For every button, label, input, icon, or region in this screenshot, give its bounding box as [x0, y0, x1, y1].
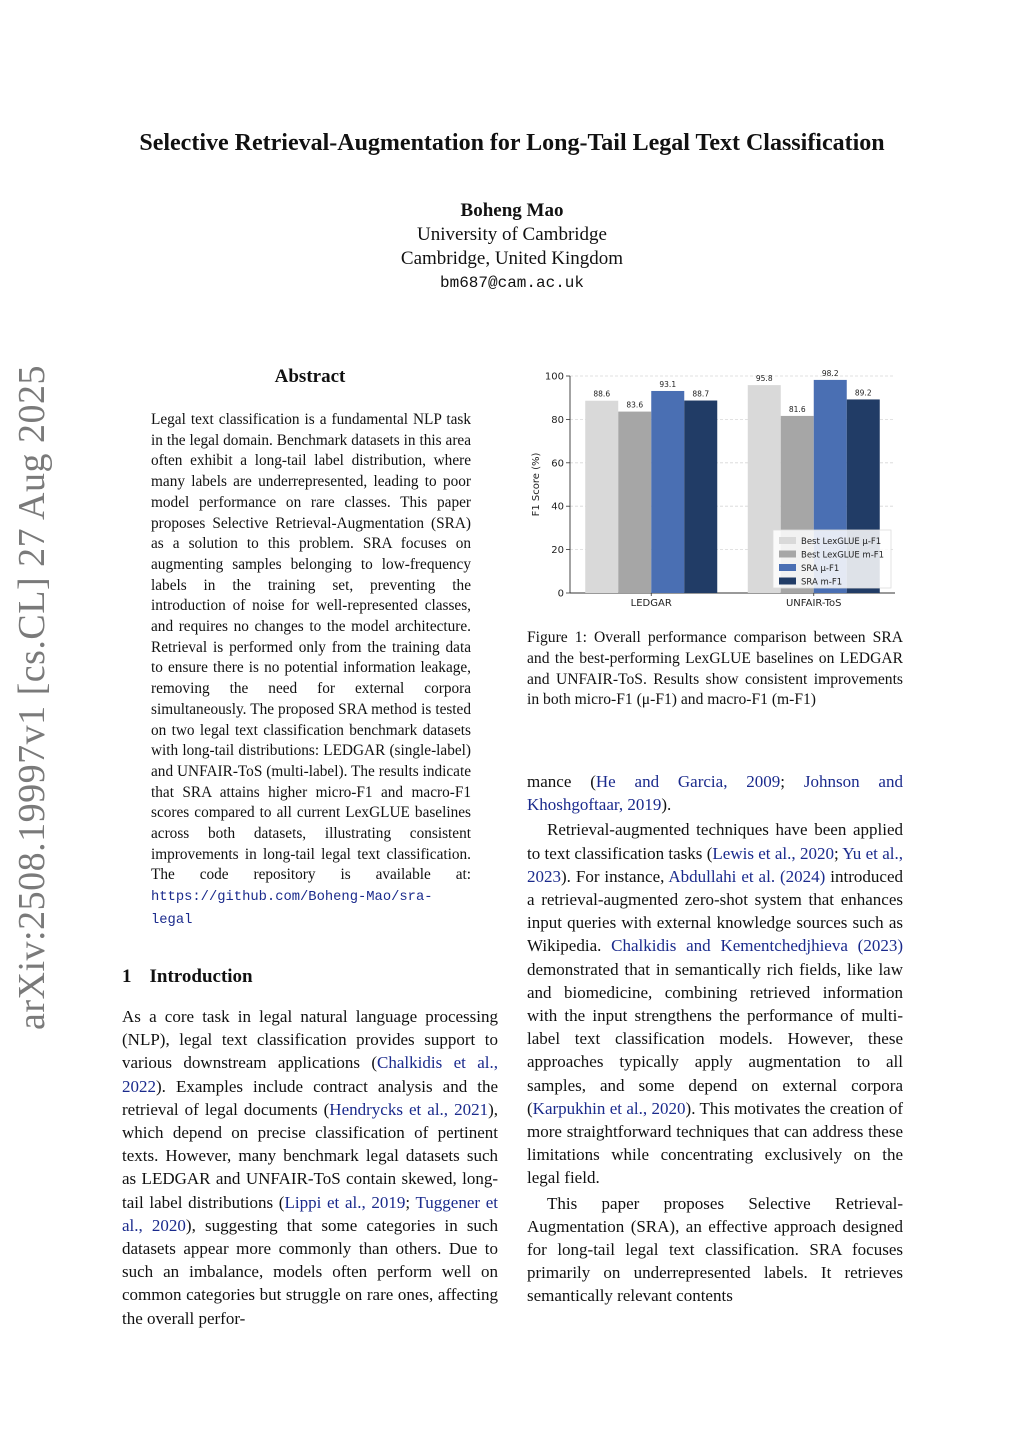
intro-paragraph-1	[122, 1005, 498, 1330]
bar-chart-svg	[525, 364, 903, 616]
paragraph-text: As a core task in legal natural language processing (NLP), legal text classification provides support to various downstream applications (	[122, 1007, 498, 1073]
paragraph-text: demonstrated that in semantically rich fields, like law and biomedicine, combining retrieved information with the input strengthens the performance of multi-label text classification models. However, these approaches typically apply augmentation to all samples, and some depend on external corpora (	[527, 959, 903, 1118]
y-tick-label: 20	[551, 545, 564, 557]
left-column	[122, 1005, 498, 1330]
abstract-text: Legal text classification is a fundamental NLP task in the legal domain. Benchmark datasets in this area often exhibit a long-tail label distribution, where many labels are underrepresented, leading to poor model performance on rare classes. This paper proposes Selective Retrieval-Augmentation (SRA) as a solution to this problem. SRA focuses on augmenting samples belonging to low-frequency labels in the training set, preventing the introduction of noise for well-represented classes, and requires no changes to the model architecture. Retrieval is performed only from the training data to ensure there is no potential information leakage, removing the need for external corpora simultaneously. The proposed SRA method is tested on two legal text classification benchmark datasets with long-tail distributions: LEDGAR (single-label) and UNFAIR-ToS (multi-label). The results indicate that SRA attains higher micro-F1 and macro-F1 scores compared to all current LexGLUE baselines across both datasets, illustrating consistent improvements in long-tail legal text classification. The code repository is available at:	[151, 411, 471, 884]
bar	[684, 401, 717, 593]
legend-label: SRA m-F1	[801, 577, 843, 588]
intro-paragraph-2	[527, 818, 903, 1189]
y-tick-label: 40	[551, 501, 564, 513]
bar-value-label: 98.2	[821, 368, 839, 378]
paragraph-text: ).	[661, 795, 672, 815]
y-tick-label: 100	[544, 371, 564, 383]
paragraph-text: ;	[833, 843, 843, 863]
citation-link[interactable]: Tuggener et al., 2020	[122, 1192, 499, 1235]
author-location: Cambridge, United Kingdom	[400, 248, 624, 269]
section-title: Introduction	[149, 966, 253, 987]
y-tick-label: 60	[551, 458, 564, 470]
paragraph-text: introduced a retrieval-augmented zero-shot system that enhances input queries with external knowledge sources such as Wikipedia.	[527, 866, 903, 956]
bar-value-label: 83.6	[626, 400, 644, 410]
figure-1-chart	[525, 364, 903, 621]
legend-label: Best LexGLUE m-F1	[801, 550, 885, 561]
citation-link[interactable]: Hendrycks et al., 2021	[329, 1099, 489, 1119]
paragraph-text: ;	[780, 772, 804, 791]
paragraph-text: This paper proposes Selective Retrieval-Augmentation (SRA), an effective approach designed for long-tail legal text classification. SRA focuses primarily on underrepresented labels. It retrieves semantically relevant contents	[527, 1193, 903, 1306]
bar-value-label: 81.6	[788, 404, 806, 414]
y-tick-label: 0	[557, 588, 564, 600]
author-block	[0, 199, 1024, 295]
legend-label: Best LexGLUE μ-F1	[801, 537, 882, 547]
author-affiliation: University of Cambridge	[417, 224, 607, 245]
intro-paragraph-1-cont	[527, 770, 903, 816]
section-heading-introduction	[122, 966, 253, 988]
right-column	[527, 770, 903, 1308]
legend-swatch	[779, 537, 796, 544]
x-tick-label: LEDGAR	[630, 598, 672, 609]
citation-link[interactable]: Lewis et al., 2020	[712, 843, 834, 863]
author-email[interactable]: bm687@cam.ac.uk	[439, 274, 585, 292]
y-tick-label: 80	[551, 414, 564, 426]
legend-swatch	[779, 564, 796, 571]
bar	[618, 412, 651, 593]
citation-link[interactable]: Abdullahi et al. (2024)	[668, 866, 826, 886]
bar	[651, 391, 684, 593]
intro-paragraph-3	[527, 1192, 903, 1308]
legend-label: SRA μ-F1	[801, 564, 840, 574]
paragraph-text: mance (	[527, 772, 596, 791]
bar-value-label: 89.2	[854, 388, 872, 398]
citation-link[interactable]: Chalkidis et al., 2022	[122, 1053, 498, 1096]
figure-caption: Figure 1: Overall performance comparison between SRA and the best-performing LexGLUE baselines on LEDGAR and UNFAIR-ToS. Results show consistent improvements in both micro-F1 (μ-F1) and macro-F1 (m-F1)	[527, 629, 903, 709]
y-axis-label: F1 Score (%)	[531, 452, 542, 517]
paragraph-text: ). This motivates the creation of more straightforward techniques that can address these limitations while concentrating exclusively on the legal field.	[527, 1098, 903, 1188]
arxiv-stamp-text: arXiv:2508.19997v1 [cs.CL] 27 Aug 2025	[11, 365, 53, 1030]
abstract-body	[151, 410, 471, 932]
abstract-heading: Abstract	[274, 366, 346, 387]
bar-value-label: 88.7	[692, 389, 710, 399]
citation-link[interactable]: Lippi et al., 2019	[284, 1192, 406, 1212]
bar-value-label: 95.8	[755, 374, 773, 384]
citation-link[interactable]: He and Garcia, 2009	[595, 772, 781, 791]
x-tick-label: UNFAIR-ToS	[785, 598, 842, 609]
paragraph-text: ). Examples include contract analysis and the retrieval of legal documents (	[122, 1076, 498, 1119]
paragraph-text: ), which depend on precise classification of pertinent texts. However, many benchmark legal datasets such as LEDGAR and UNFAIR-ToS contain skewed, long-tail label distributions (	[122, 1099, 499, 1212]
paragraph-text: ), suggesting that some categories in such datasets appear more commonly than others. Due to such an imbalance, models often perform well on common categories but struggle on rare ones, affecting the overall perfor-	[122, 1215, 498, 1328]
bar-value-label: 93.1	[659, 379, 677, 389]
legend-swatch	[779, 551, 796, 558]
paper-title: Selective Retrieval-Augmentation for Long-Tail Legal Text Classification	[139, 130, 885, 156]
bar-value-label: 88.6	[593, 389, 611, 399]
paragraph-text: Retrieval-augmented techniques have been applied to text classification tasks (	[527, 820, 903, 863]
code-repo-link[interactable]: https://github.com/Boheng-Mao/sra-legal	[151, 890, 433, 928]
paragraph-text: ). For instance,	[561, 866, 669, 886]
legend-swatch	[779, 578, 796, 585]
citation-link[interactable]: Johnson and Khoshgoftaar, 2019	[527, 772, 903, 815]
citation-link[interactable]: Karpukhin et al., 2020	[532, 1098, 686, 1118]
paragraph-text: ;	[405, 1192, 416, 1212]
citation-link[interactable]: Yu et al., 2023	[527, 843, 903, 886]
author-name: Boheng Mao	[460, 200, 564, 221]
section-number: 1	[122, 966, 132, 987]
citation-link[interactable]: Chalkidis and Kementchedjhieva (2023)	[611, 936, 904, 956]
bar	[585, 401, 618, 593]
